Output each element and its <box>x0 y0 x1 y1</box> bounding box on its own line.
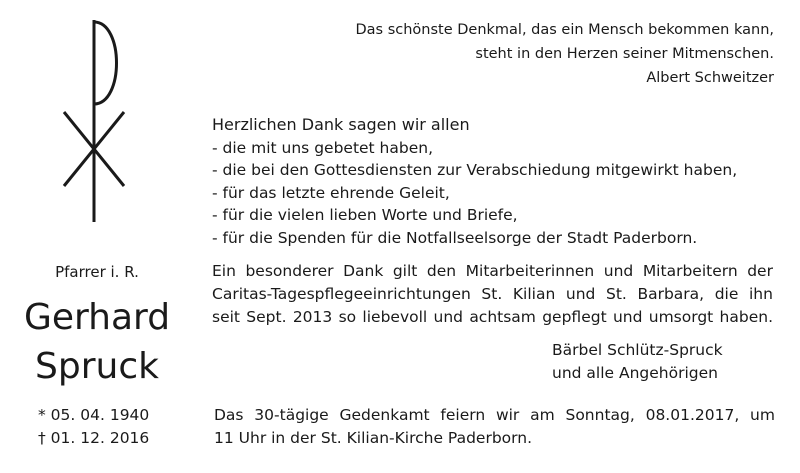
extra-thanks-line <box>212 283 773 306</box>
word: und <box>612 308 643 326</box>
word: seit <box>212 308 240 326</box>
deceased-last-name: Spruck <box>35 346 159 387</box>
word: Mitarbeiterinnen <box>465 262 595 280</box>
life-dates <box>38 404 149 450</box>
thanks-heading: Herzlichen Dank sagen wir allen <box>212 115 470 134</box>
memorial-notice <box>214 404 775 450</box>
word: der <box>747 262 773 280</box>
memorial-line <box>214 404 775 427</box>
word: liebevoll <box>362 308 428 326</box>
thanks-section <box>212 114 737 250</box>
deceased-first-name: Gerhard <box>23 297 171 338</box>
deceased-title: Pfarrer i. R. <box>55 263 139 281</box>
birth-date: * 05. 04. 1940 <box>38 406 150 424</box>
word: und <box>603 262 634 280</box>
word: Sept. <box>246 308 287 326</box>
word: St. <box>481 285 503 303</box>
signature <box>552 339 723 385</box>
thanks-item: - die bei den Gottesdiensten zur Verabschiedung mitgewirkt haben, <box>212 161 738 180</box>
word: 30-tägige <box>254 406 329 424</box>
word: Dank <box>343 262 384 280</box>
extra-thanks-line <box>212 260 773 283</box>
word: Sonntag, <box>565 406 635 424</box>
word: St. <box>606 285 627 303</box>
word: Barbara, <box>637 285 705 303</box>
thanks-item: - die mit uns gebetet haben, <box>212 138 434 157</box>
word: den <box>426 262 457 280</box>
word: Das <box>214 406 244 424</box>
thanks-item: - für das letzte ehrende Geleit, <box>212 183 450 202</box>
word: feiern <box>440 406 486 424</box>
signature-name: Bärbel Schlütz-Spruck <box>552 341 723 359</box>
word: so <box>338 308 357 326</box>
extra-thanks-line <box>212 306 773 329</box>
word: wir <box>495 406 520 424</box>
quote-line: steht in den Herzen seiner Mitmenschen. <box>475 46 774 62</box>
extra-thanks-paragraph <box>212 260 773 329</box>
quote <box>254 18 774 90</box>
word: Caritas-Tagespflegeeinrichtungen <box>212 285 471 303</box>
word: um <box>750 406 775 424</box>
word: besonderer <box>245 262 334 280</box>
word: umsorgt <box>648 308 714 326</box>
chi-rho-icon <box>62 16 126 224</box>
word: die <box>714 285 739 303</box>
word: gepflegt <box>542 308 607 326</box>
memorial-line: 11 Uhr in der St. Kilian-Kirche Paderborn. <box>214 429 532 447</box>
word: und <box>433 308 464 326</box>
thanks-item: - für die Spenden für die Notfallseelsorge der Stadt Paderborn. <box>212 228 698 247</box>
quote-line: Das schönste Denkmal, das ein Mensch bekommen kann, <box>355 22 774 38</box>
word: Gedenkamt <box>339 406 430 424</box>
word: Mitarbeitern <box>642 262 738 280</box>
signature-family: und alle Angehörigen <box>552 364 718 382</box>
word: haben. <box>719 308 773 326</box>
word: ihn <box>749 285 773 303</box>
word: am <box>530 406 555 424</box>
thanks-item: - für die vielen lieben Worte und Briefe, <box>212 206 518 225</box>
word: Ein <box>212 262 236 280</box>
quote-author: Albert Schweitzer <box>646 70 774 86</box>
death-date: † 01. 12. 2016 <box>38 429 150 447</box>
word: Kilian <box>512 285 556 303</box>
word: 2013 <box>292 308 333 326</box>
word: und <box>565 285 596 303</box>
word: gilt <box>392 262 418 280</box>
word: 08.01.2017, <box>645 406 740 424</box>
word: achtsam <box>469 308 536 326</box>
